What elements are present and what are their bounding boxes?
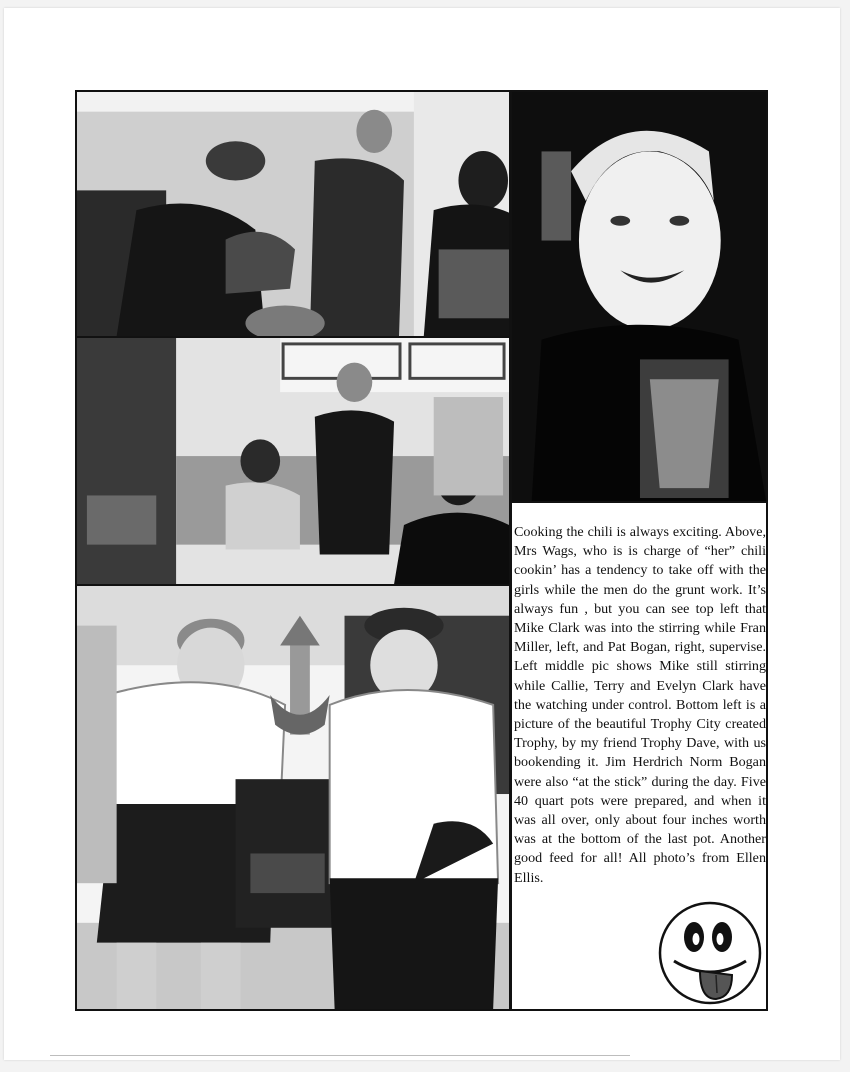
caption-box — [510, 501, 768, 1011]
smiley-tongue-icon — [656, 899, 764, 1007]
photo-mrs-wags-portrait — [510, 90, 768, 503]
caption-text: Cooking the chili is always exciting. Above, Mrs Wags, who is is charge of “her” chili cookin’ has a tendency to take off with the girls while the men do the grunt work. It’s always fun , but you can see top left that Mike Clark was into the stirring while Fran Miller, left, and Pat Bogan, right, supervise. Left middle pic shows Mike still stirring while Callie, Terry and Evelyn Clark have the watching under control. Bottom left is a picture of the beautiful Trophy City created Trophy, by my friend Trophy Dave, with us bookending it. Jim Herdrich Norm Bogan were also “at the stick” during the day. Five 40 quart pots were prepared, and when it was all over, only about four inches worth was at the bottom of the last pot. Another good feed for all! All photo’s from Ellen Ellis. — [514, 524, 766, 886]
photo-middle-stirring-watching — [75, 336, 511, 586]
photo-trophy-bookending — [75, 584, 511, 1011]
photo-chili-cooking-stirring — [75, 90, 511, 338]
page-bottom-rule — [50, 1055, 630, 1056]
